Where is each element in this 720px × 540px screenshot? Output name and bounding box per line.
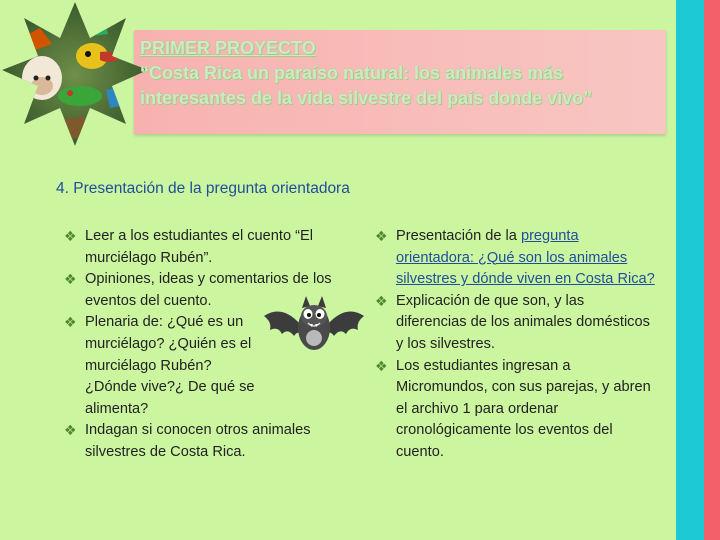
diamond-bullet-icon: ❖	[64, 314, 77, 331]
diamond-bullet-icon: ❖	[375, 228, 388, 244]
list-item: ❖ Indagan si conocen otros animales silvestres de Costa Rica.	[64, 422, 311, 460]
diamond-bullet-icon: ❖	[64, 422, 77, 439]
list-item: ❖ Los estudiantes ingresan a Micromundos, con sus parejas, y abren el archivo 1 para ordenar cronológicamente los eventos del cuento.	[375, 357, 651, 460]
list-item: ❖ Leer a los estudiantes el cuento “El murciélago Rubén”.	[64, 228, 313, 266]
diamond-bullet-icon: ❖	[375, 292, 388, 309]
diamond-bullet-icon: ❖	[64, 228, 77, 244]
bat-illustration	[262, 286, 366, 364]
right-activity-list	[375, 226, 655, 464]
section-heading: 4. Presentación de la pregunta orientadora	[56, 180, 350, 197]
banner-text	[140, 36, 670, 111]
right-cyan-stripe	[676, 0, 704, 540]
list-item: ❖ Opiniones, ideas y comentarios de los eventos del cuento.	[64, 271, 332, 309]
diamond-bullet-icon: ❖	[64, 271, 77, 288]
list-item: ❖ Explicación de que son, y las diferencias de los animales domésticos y los silvestres.	[375, 292, 650, 352]
animal-collage-star-image	[0, 0, 150, 150]
list-item: ❖ Presentación de la pregunta orientadora: ¿Qué son los animales silvestres y dónde viven en Costa Rica?	[375, 228, 655, 288]
project-subtitle-line-2: interesantes de la vida silvestre del país donde vivo”	[140, 88, 593, 108]
list-item: ❖ Plenaria de: ¿Qué es un murciélago? ¿Quién es el murciélago Rubén? ¿Dónde vive?¿ De qué se alimenta?	[64, 314, 255, 417]
project-title: PRIMER PROYECTO	[140, 38, 316, 58]
project-subtitle-line-1: “Costa Rica un paraíso natural: los animales más	[140, 63, 564, 83]
diamond-bullet-icon: ❖	[375, 357, 388, 374]
guiding-question-link[interactable]: pregunta orientadora: ¿Qué son los animales silvestres y dónde viven en Costa Rica?	[396, 228, 655, 288]
right-pink-stripe	[704, 0, 720, 540]
